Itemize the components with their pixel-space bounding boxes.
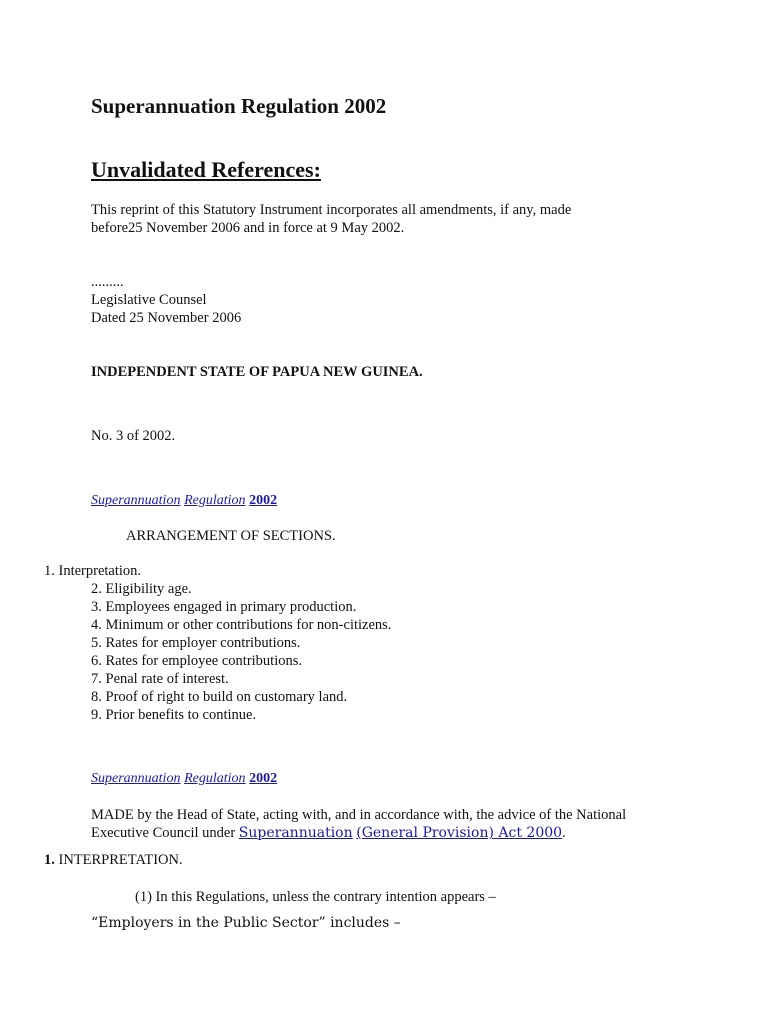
toc-item: 9. Prior benefits to continue. — [91, 707, 257, 723]
regulation-link-heading-1 — [91, 491, 277, 510]
regulation-link-heading-2 — [91, 769, 277, 788]
subsection-1: (1) In this Regulations, unless the contrary intention appears – — [135, 889, 496, 905]
toc-item: 4. Minimum or other contributions for non-citizens. — [91, 617, 392, 633]
arrangement-heading: ARRANGEMENT OF SECTIONS. — [126, 528, 336, 544]
superannuation-link[interactable]: Superannuation — [91, 493, 181, 508]
section-1-number: 1. — [44, 852, 55, 868]
general-provision-act-link[interactable]: (General Provision) Act 2000 — [356, 825, 563, 841]
made-prefix: Executive Council under — [91, 825, 239, 841]
document-title: Superannuation Regulation 2002 — [91, 94, 387, 118]
regulation-link[interactable]: Regulation — [184, 771, 246, 786]
toc-item: 6. Rates for employee contributions. — [91, 653, 303, 669]
state-heading: INDEPENDENT STATE OF PAPUA NEW GUINEA. — [91, 364, 423, 380]
legislative-counsel: Legislative Counsel — [91, 292, 207, 308]
reprint-line-1: This reprint of this Statutory Instrument incorporates all amendments, if any, made — [91, 202, 572, 218]
year-link[interactable]: 2002 — [249, 493, 278, 508]
toc-item: 2. Eligibility age. — [91, 581, 192, 597]
superannuation-link[interactable]: Superannuation — [91, 771, 181, 786]
toc-item: 5. Rates for employer contributions. — [91, 635, 301, 651]
year-link[interactable]: 2002 — [249, 771, 278, 786]
regulation-link[interactable]: Regulation — [184, 493, 246, 508]
toc-item-1: 1. Interpretation. — [44, 563, 142, 579]
toc-item: 3. Employees engaged in primary production. — [91, 599, 357, 615]
employers-definition: “Employers in the Public Sector” includes – — [91, 915, 401, 931]
signature-dots: ......... — [91, 274, 124, 290]
unvalidated-references-heading: Unvalidated References: — [91, 157, 321, 182]
made-line-2 — [91, 824, 566, 842]
dated-line: Dated 25 November 2006 — [91, 310, 242, 326]
section-1-heading — [44, 851, 183, 869]
reprint-line-2: before25 November 2006 and in force at 9 May 2002. — [91, 220, 405, 236]
toc-item: 7. Penal rate of interest. — [91, 671, 229, 687]
instrument-number: No. 3 of 2002. — [91, 428, 176, 444]
section-1-title: INTERPRETATION. — [54, 852, 183, 868]
made-line-1: MADE by the Head of State, acting with, and in accordance with, the advice of the National — [91, 807, 627, 823]
made-suffix: . — [562, 825, 566, 841]
superannuation-act-link[interactable]: Superannuation — [238, 825, 353, 841]
toc-item: 8. Proof of right to build on customary land. — [91, 689, 348, 705]
